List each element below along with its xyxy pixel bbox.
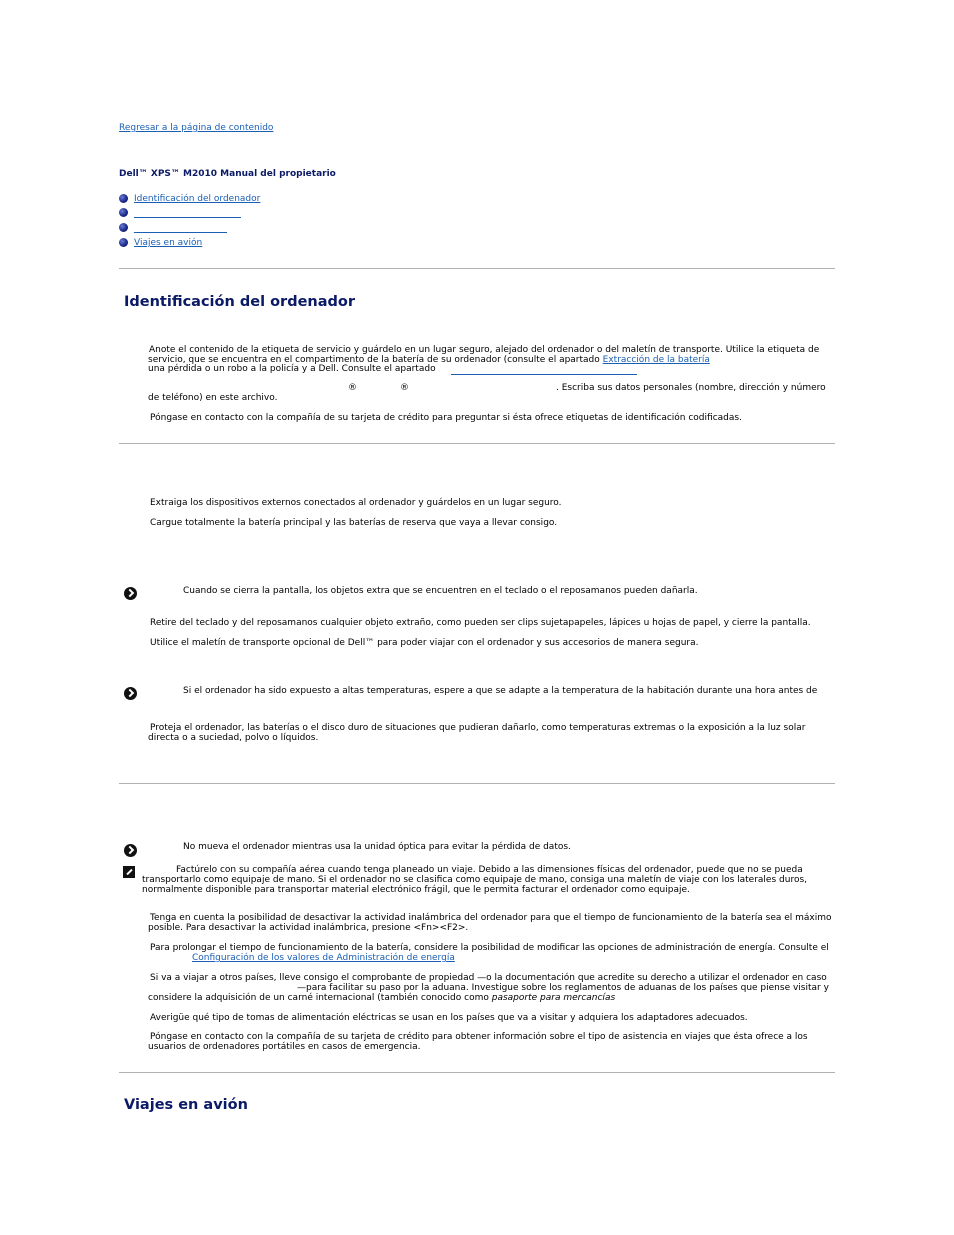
paragraph-text: Anote el contenido de la etiqueta de servicio y guárdelo en un lugar seguro, alejado del ordenador o del maletín de transporte. Utilice la etiqueta de xyxy=(149,345,820,355)
document-title: Dell™ XPS™ M2010 Manual del propietario xyxy=(119,169,336,179)
paragraph-text: Retire del teclado y del reposamanos cualquier objeto extraño, como pueden ser clips sujetapapeles, lápices u hojas de papel, y cierre la pantalla. xyxy=(150,618,811,628)
paragraph-text: una pérdida o un robo a la policía y a Dell. Consulte el apartado xyxy=(148,364,436,374)
power-management-link[interactable]: Configuración de los valores de Administración de energía xyxy=(192,953,455,963)
paragraph-text: Proteja el ordenador, las baterías o el disco duro de situaciones que pudieran dañarlo, como temperaturas extremas o la exposición a la luz solar xyxy=(150,723,806,733)
registered-mark: ® xyxy=(400,383,409,393)
paragraph-text: —para facilitar su paso por la aduana. Investigue sobre los reglamentos de aduanas de los países que piense visitar y xyxy=(297,983,829,993)
bullet-icon xyxy=(119,238,128,247)
toc-link-item-3[interactable] xyxy=(134,232,227,233)
paragraph-text: considere la adquisición de un carné internacional (también conocido como pasaporte para mercancías xyxy=(148,993,616,1003)
paragraph-text: . Escriba sus datos personales (nombre, dirección y número xyxy=(556,383,826,393)
toc-link-item-2[interactable] xyxy=(134,217,241,218)
notice-icon xyxy=(124,687,137,700)
paragraph-text: Para prolongar el tiempo de funcionamiento de la batería, considere la posibilidad de modificar las opciones de administración de energía. Consulte el xyxy=(150,943,829,953)
paragraph-text: Extraiga los dispositivos externos conectados al ordenador y guárdelos en un lugar seguro. xyxy=(150,498,562,508)
paragraph-text: de teléfono) en este archivo. xyxy=(148,393,278,403)
battery-removal-link[interactable]: Extracción de la batería xyxy=(602,355,710,365)
notice-text: No mueva el ordenador mientras usa la unidad óptica para evitar la pérdida de datos. xyxy=(183,842,571,852)
back-to-contents-link[interactable]: Regresar a la página de contenido xyxy=(119,123,274,133)
section-heading-identification: Identificación del ordenador xyxy=(124,294,356,310)
registered-mark: ® xyxy=(348,383,357,393)
notice-text: Cuando se cierra la pantalla, los objetos extra que se encuentren en el teclado o el reposamanos pueden dañarla. xyxy=(183,586,698,596)
toc-link-identification[interactable]: Identificación del ordenador xyxy=(134,194,261,204)
note-text: normalmente disponible para transportar material electrónico frágil, que le permita facturar el ordenador como equipaje. xyxy=(142,885,690,895)
note-text: Factúrelo con su compañía aérea cuando tenga planeado un viaje. Debido a las dimensiones físicas del ordenador, puede que no se pueda xyxy=(176,865,803,875)
toc-link-air-travel[interactable]: Viajes en avión xyxy=(134,238,203,248)
section-divider xyxy=(119,268,835,269)
bullet-icon xyxy=(119,208,128,217)
paragraph-text: Utilice el maletín de transporte opcional de Dell™ para poder viajar con el ordenador y sus accesorios de manera segura. xyxy=(150,638,699,648)
section-divider xyxy=(119,783,835,784)
section-heading-air-travel: Viajes en avión xyxy=(124,1097,248,1113)
italic-term: pasaporte para mercancías xyxy=(491,993,616,1003)
paragraph-text: Averigüe qué tipo de tomas de alimentación eléctricas se usan en los países que va a visitar y adquiera los adaptadores adecuados. xyxy=(150,1013,748,1023)
paragraph-text: servicio, que se encuentra en el compartimento de la batería de su ordenador (consulte el apartado Extracción de la batería xyxy=(148,355,710,365)
section-divider xyxy=(119,443,835,444)
paragraph-text: Tenga en cuenta la posibilidad de desactivar la actividad inalámbrica del ordenador para que el tiempo de funcionamiento de la batería sea el máximo xyxy=(150,913,832,923)
section-divider xyxy=(119,1072,835,1073)
paragraph-text: posible. Para desactivar la actividad inalámbrica, presione <Fn><F2>. xyxy=(148,923,469,933)
paragraph-text: usuarios de ordenadores portátiles en casos de emergencia. xyxy=(148,1042,421,1052)
bullet-icon xyxy=(119,223,128,232)
paragraph-text: Si va a viajar a otros países, lleve consigo el comprobante de propiedad —o la documentación que acredite su derecho a utilizar el ordenador en caso xyxy=(150,973,827,983)
paragraph-text: directa o a suciedad, polvo o líquidos. xyxy=(148,733,319,743)
notice-icon xyxy=(124,587,137,600)
crossref-link[interactable] xyxy=(451,374,637,375)
notice-text: Si el ordenador ha sido expuesto a altas temperaturas, espere a que se adapte a la temperatura de la habitación durante una hora antes de xyxy=(183,686,818,696)
paragraph-text: Cargue totalmente la batería principal y las baterías de reserva que vaya a llevar consigo. xyxy=(150,518,558,528)
paragraph-text: Póngase en contacto con la compañía de su tarjeta de crédito para preguntar si ésta ofrece etiquetas de identificación codificadas. xyxy=(150,413,742,423)
paragraph-text: Póngase en contacto con la compañía de su tarjeta de crédito para obtener información sobre el tipo de asistencia en viajes que ésta ofrece a los xyxy=(150,1032,808,1042)
note-text: transportarlo como equipaje de mano. Si el ordenador no se clasifica como equipaje de mano, consiga una maletín de viaje con los laterales duros, xyxy=(142,875,807,885)
bullet-icon xyxy=(119,194,128,203)
note-icon xyxy=(123,866,135,878)
notice-icon xyxy=(124,844,137,857)
